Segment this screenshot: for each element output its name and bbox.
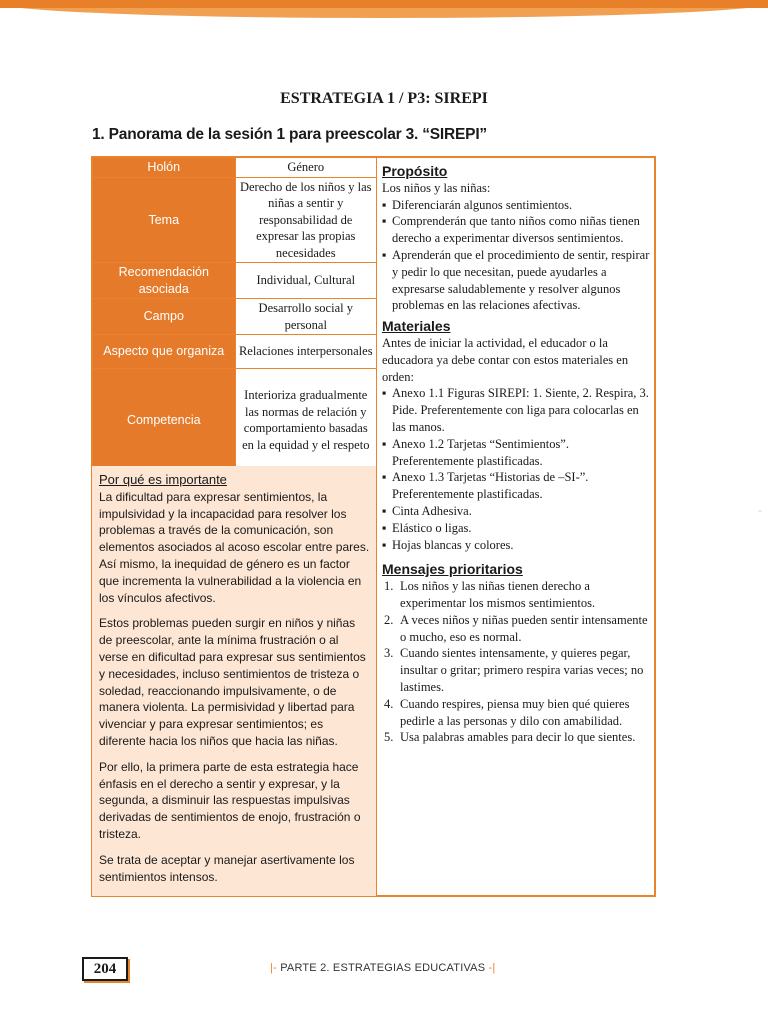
importance-box	[92, 466, 377, 896]
table-row	[93, 158, 377, 178]
table-row	[93, 177, 377, 263]
importance-heading: Por qué es importante	[99, 472, 227, 487]
list-item	[382, 645, 652, 695]
item-text: Cuando respires, piensa muy bien qué quieres pedirle a las personas y dilo con amabilidad.	[400, 696, 630, 728]
item-text: Cuando sientes intensamente, y quieres pegar, insultar o gritar; primero respira varias veces; no lastimes.	[400, 646, 644, 694]
row-label: Aspecto que organiza	[93, 335, 236, 369]
importance-paragraph: La dificultad para expresar sentimientos, la impulsividad y la incapacidad para resolver los problemas a través de la comunicación, son elementos asociados al acoso escolar entre pares. Así mismo, la inequidad de género es un factor que incrementa la vulnerabilidad a la violencia en los vínculos afectivos.	[99, 489, 370, 605]
footer-divider-icon: -|	[488, 962, 496, 974]
table-row	[93, 335, 377, 369]
item-number: 3.	[384, 646, 394, 661]
list-item	[382, 696, 652, 730]
list-item: ▪ Comprenderán que tanto niños como niñas tienen derecho a experimentar diversos sentimientos.	[382, 213, 652, 247]
purpose-intro: Los niños y las niñas:	[382, 180, 491, 195]
row-value: Género	[235, 158, 376, 178]
page-title: ESTRATEGIA 1 / P3: SIREPI	[280, 90, 488, 107]
list-item: ▪ Elástico o ligas.	[382, 520, 652, 537]
row-value: Desarrollo social y personal	[235, 299, 376, 335]
materials-list	[382, 385, 652, 553]
item-text: Usa palabras amables para decir lo que sientes.	[400, 730, 636, 745]
list-item: ▪ Hojas blancas y colores.	[382, 537, 652, 554]
session-overview-table	[92, 157, 377, 472]
row-label: Competencia	[93, 369, 236, 472]
row-label: Recomendación asociada	[93, 263, 236, 299]
importance-paragraph: Estos problemas pueden surgir en niños y niñas de preescolar, ante la mínima frustración o al verse en dificultad para expresar sus sentimientos y necesidades, incluso sentimientos de tristeza o soledad, reaccionando impulsivamente, o de manera violenta. La permisividad y libertad para vivenciar y para expresar sentimientos; es diferente hacia los niños que hacia las niñas.	[99, 616, 366, 748]
messages-heading: Mensajes prioritarios	[382, 561, 523, 578]
materials-heading: Materiales	[382, 318, 451, 335]
row-label: Tema	[93, 177, 236, 263]
table-row	[93, 263, 377, 299]
row-value: Relaciones interpersonales	[235, 335, 376, 369]
list-item: ▪ Aprenderán que el procedimiento de sentir, respirar y pedir lo que necesitan, puede ayudarles a expresarse saludablemente y resolver algunos problemas en las relaciones afectivas.	[382, 247, 652, 314]
list-item: ▪ Anexo 1.2 Tarjetas “Sentimientos”. Preferentemente plastificadas.	[382, 436, 652, 470]
row-label: Holón	[93, 158, 236, 178]
row-value: Interioriza gradualmente las normas de relación y comportamiento basadas en la equidad y el respeto	[235, 369, 376, 472]
list-item	[382, 729, 652, 746]
messages-list	[382, 578, 652, 746]
footer-text: PARTE 2. ESTRATEGIAS EDUCATIVAS	[280, 962, 486, 974]
purpose-list	[382, 197, 652, 315]
row-value: Derecho de los niños y las niñas a sentir y responsabilidad de expresar las propias necesidades	[235, 177, 376, 263]
item-number: 1.	[384, 579, 394, 594]
table-row	[93, 369, 377, 472]
item-number: 4.	[384, 696, 394, 711]
item-text: Los niños y las niñas tienen derecho a experimentar los mismos sentimientos.	[400, 579, 596, 610]
right-column	[382, 163, 652, 746]
section-title: 1. Panorama de la sesión 1 para preescolar 3. “SIREPI”	[92, 126, 487, 143]
row-value: Individual, Cultural	[235, 263, 376, 299]
row-label: Campo	[93, 299, 236, 335]
list-item: ▪ Anexo 1.3 Tarjetas “Historias de –SI-”. Preferentemente plastificadas.	[382, 469, 652, 503]
list-item	[382, 612, 652, 646]
page-number: 204	[82, 957, 128, 981]
item-number: 5.	[384, 730, 394, 745]
list-item: ▪ Anexo 1.1 Figuras SIREPI: 1. Siente, 2. Respira, 3. Pide. Preferentemente con liga para colocarlas en las manos.	[382, 385, 652, 435]
list-item: ▪ Cinta Adhesiva.	[382, 503, 652, 520]
top-decorative-band	[0, 0, 768, 8]
importance-paragraph: Por ello, la primera parte de esta estrategia hace énfasis en el derecho a sentir y expresar, y la segunda, a disminuir las respuestas impulsivas derivadas de sentimientos de enojo, frustración o tristeza.	[99, 759, 361, 841]
footer	[270, 962, 495, 974]
list-item: ▪ Diferenciarán algunos sentimientos.	[382, 197, 652, 214]
purpose-heading: Propósito	[382, 163, 448, 179]
footer-divider-icon: |-	[270, 962, 277, 974]
item-text: A veces niños y niñas pueden sentir intensamente o mucho, eso es normal.	[400, 612, 648, 644]
table-row	[93, 299, 377, 335]
importance-paragraph: Se trata de aceptar y manejar asertivamente los sentimientos intensos.	[99, 852, 355, 884]
list-item	[382, 578, 652, 612]
materials-intro: Antes de iniciar la actividad, el educador o la educadora ya debe contar con estos materiales en orden:	[382, 335, 629, 384]
item-number: 2.	[384, 612, 394, 627]
